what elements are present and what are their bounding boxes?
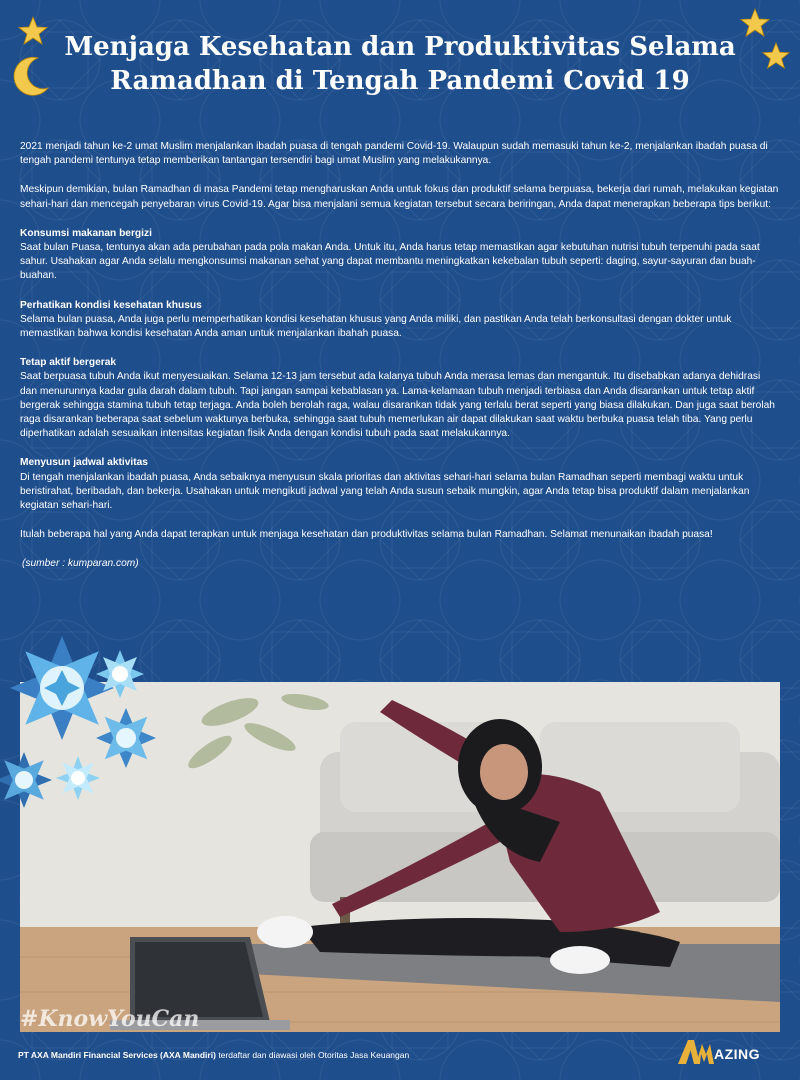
tip-heading: Tetap aktif bergerak xyxy=(20,357,117,369)
tip-body: Saat berpuasa tubuh Anda ikut menyesuaikan. Selama 12-13 jam tersebut ada kalanya tubuh Anda merasa lemas dan mengantuk. Itu disebabkan adanya dehidrasi dan menurunnya kadar gula darah dalam tubuh. Tapi jangan sampai kebablasan ya. Lama-kelamaan tubuh menjadi terbiasa dan Anda disarankan untuk tetap aktif bergerak sehingga stamina tubuh tetap terjaga. Anda boleh berolah raga, walau disarankan tidak yang terlalu berat seperti yang biasa dilakukan. Dan juga saat berolah raga disarankan beberapa saat sebelum waktunya berbuka, sehingga saat tubuh memerlukan air dapat dilakukan saat waktu berbuka puasa telah tiba. Yang perlu diperhatikan adalah sesuaikan intensitas kegiatan fisik Anda dengan kondisi tubuh pada saat melakukannya. xyxy=(20,371,775,440)
star-icon xyxy=(762,42,790,70)
tip-section xyxy=(20,356,780,441)
amazing-logo xyxy=(676,1036,788,1066)
tip-heading: Menyusun jadwal aktivitas xyxy=(20,457,148,469)
tip-heading: Perhatikan kondisi kesehatan khusus xyxy=(20,299,202,311)
tip-body: Di tengah menjalankan ibadah puasa, Anda sebaiknya menyusun skala prioritas dan aktivitas sehari-hari selama bulan Ramadhan seperti membagi waktu untuk beristirahat, beribadah, dan bekerja. Usahakan untuk mengikuti jadwal yang telah Anda susun sebaik mungkin, agar Anda tetap bisa produktif dalam menjalankan kegiatan sehari-hari. xyxy=(20,471,750,512)
tip-body: Selama bulan puasa, Anda juga perlu memperhatikan kondisi kesehatan khusus yang Anda miliki, dan pastikan Anda telah berkonsultasi dengan dokter untuk memastikan bahwa kondisi kesehatan Anda aman untuk menjalankan ibahah puasa. xyxy=(20,313,732,340)
intro-paragraph-2: Meskipun demikian, bulan Ramadhan di masa Pandemi tetap mengharuskan Anda untuk fokus dan produktif selama berpuasa, bekerja dari rumah, melakukan kegiatan sehari-hari dan mencegah penyebaran virus Covid-19. Agar bisa menjalani semua kegiatan tersebut secara beriringan, Anda dapat menerapkan beberapa tips berikut: xyxy=(20,184,779,210)
am-logo-icon xyxy=(676,1036,716,1066)
footer-text: terdaftar dan diawasi oleh Otoritas Jasa Keuangan xyxy=(218,1050,410,1060)
tip-section xyxy=(20,299,780,342)
footer-company: PT AXA Mandiri Financial Services xyxy=(18,1050,158,1060)
title-line-2: Ramadhan di Tengah Pandemi Covid 19 xyxy=(110,66,690,96)
article-body xyxy=(20,140,780,587)
intro-paragraph-1: 2021 menjadi tahun ke-2 umat Muslim menjalankan ibadah puasa di tengah pandemi Covid-19. Walaupun sudah memasuki tahun ke-2, menjalankan ibadah puasa di tengah pandemi tentunya tetap memberikan tantangan tersendiri bagi umat Muslim yang melakukannya. xyxy=(20,141,768,167)
footer-disclaimer xyxy=(18,1050,409,1060)
ornament-decoration xyxy=(0,630,170,830)
brand-text: AZING xyxy=(714,1046,761,1062)
page-title xyxy=(40,30,760,98)
hashtag-text: #KnowYouCan xyxy=(20,1006,200,1032)
tip-section xyxy=(20,456,780,513)
title-line-1: Menjaga Kesehatan dan Produktivitas Selama xyxy=(64,32,736,62)
tip-section xyxy=(20,227,780,284)
tip-heading: Konsumsi makanan bergizi xyxy=(20,227,152,239)
tip-body: Saat bulan Puasa, tentunya akan ada perubahan pada pola makan Anda. Untuk itu, Anda harus tetap memastikan agar kebutuhan nutrisi tubuh terpenuhi pada saat sahur. Usahakan agar Anda selalu mengkonsumsi makanan sehat yang dapat membantu meningkatkan kekebalan tubuh seperti: daging, sayur-sayuran dan buah-buahan. xyxy=(20,242,760,282)
closing-paragraph: Itulah beberapa hal yang Anda dapat terapkan untuk menjaga kesehatan dan produktivitas selama bulan Ramadhan. Selamat menunaikan ibadah puasa! xyxy=(20,529,713,541)
footer-company-short: (AXA Mandiri) xyxy=(160,1050,216,1060)
source-credit: (sumber : kumparan.com) xyxy=(22,558,139,570)
